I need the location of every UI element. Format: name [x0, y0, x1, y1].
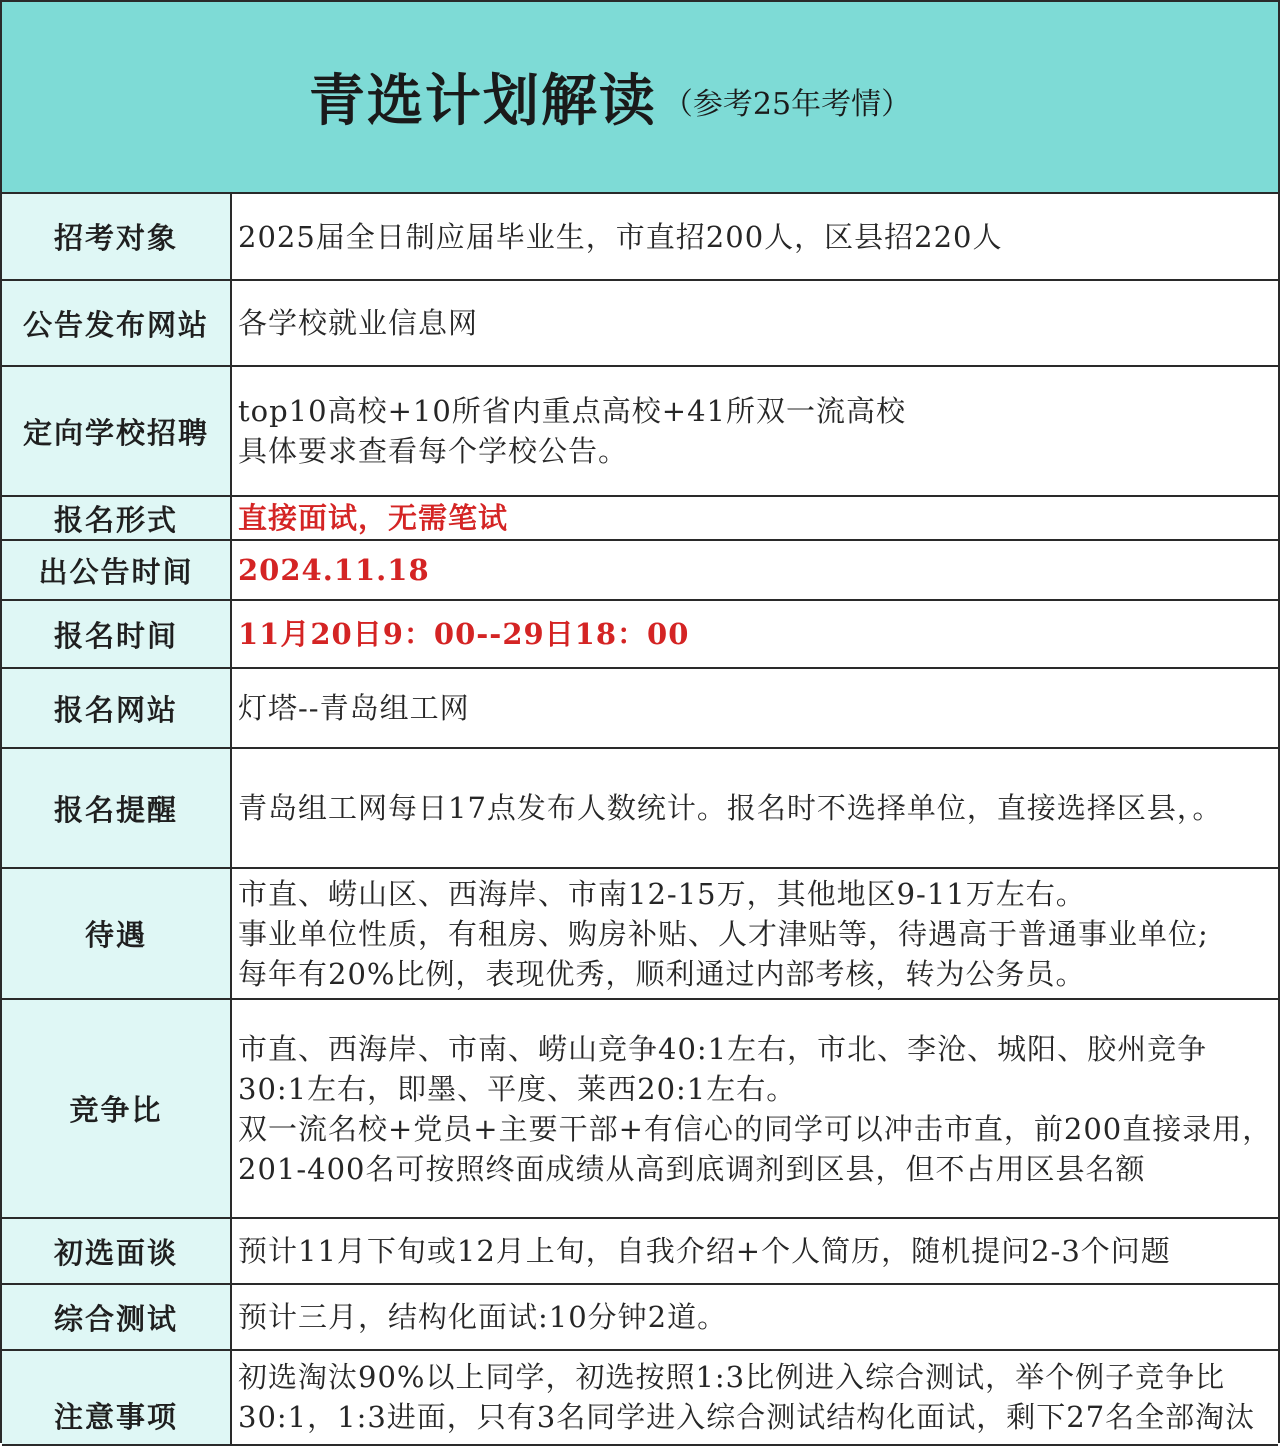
table-row	[2, 496, 1278, 540]
row-value: 2024.11.18	[231, 540, 1278, 600]
header-banner	[2, 0, 1278, 194]
table-row	[2, 540, 1278, 600]
row-value: 灯塔--青岛组工网	[231, 668, 1278, 748]
table-row	[2, 668, 1278, 748]
table-row	[2, 1284, 1278, 1350]
row-label: 定向学校招聘	[2, 366, 231, 496]
row-label: 报名网站	[2, 668, 231, 748]
page-subtitle: （参考25年考情）	[662, 87, 912, 122]
table-row	[2, 194, 1278, 280]
table-row	[2, 1350, 1278, 1445]
row-value: 青岛组工网每日17点发布人数统计。报名时不选择单位，直接选择区县，。	[231, 748, 1278, 868]
row-label: 报名时间	[2, 600, 231, 668]
row-value: 2025届全日制应届毕业生，市直招200人，区县招220人	[231, 194, 1278, 280]
row-label: 报名提醒	[2, 748, 231, 868]
row-value: 初选淘汰90%以上同学，初选按照1:3比例进入综合测试，举个例子竞争比 30:1，1:3进面，只有3名同学进入综合测试结构化面试，剩下27名全部淘汰	[231, 1350, 1278, 1445]
row-value: 市直、崂山区、西海岸、市南12-15万，其他地区9-11万左右。 事业单位性质，有租房、购房补贴、人才津贴等，待遇高于普通事业单位; 每年有20%比例，表现优秀，顺利通过内部考核，转为公务员。	[231, 868, 1278, 999]
table-row	[2, 868, 1278, 999]
row-value: 直接面试，无需笔试	[231, 496, 1278, 540]
row-value: top10高校+10所省内重点高校+41所双一流高校 具体要求查看每个学校公告。	[231, 366, 1278, 496]
row-value: 市直、西海岸、市南、崂山竞争40:1左右，市北、李沧、城阳、胶州竞争 30:1左右，即墨、平度、莱西20:1左右。 双一流名校+党员+主要干部+有信心的同学可以冲击市直，前200直接录用， 201-400名可按照终面成绩从高到底调剂到区县，但不占用区县名额	[231, 999, 1278, 1218]
row-label: 报名形式	[2, 496, 231, 540]
info-table	[2, 194, 1278, 1446]
row-value: 11月20日9：00--29日18：00	[231, 600, 1278, 668]
table-row	[2, 366, 1278, 496]
row-label: 出公告时间	[2, 540, 231, 600]
row-value: 预计11月下旬或12月上旬，自我介绍+个人简历，随机提问2-3个问题	[231, 1218, 1278, 1284]
row-label: 招考对象	[2, 194, 231, 280]
table-row	[2, 280, 1278, 366]
row-label: 竞争比	[2, 999, 231, 1218]
page-title: 青选计划解读	[308, 68, 657, 134]
table-row	[2, 999, 1278, 1218]
row-value: 预计三月，结构化面试:10分钟2道。	[231, 1284, 1278, 1350]
row-label: 初选面谈	[2, 1218, 231, 1284]
table-row	[2, 600, 1278, 668]
row-label: 公告发布网站	[2, 280, 231, 366]
row-label: 综合测试	[2, 1284, 231, 1350]
row-label: 待遇	[2, 868, 231, 999]
table-row	[2, 1218, 1278, 1284]
row-value: 各学校就业信息网	[231, 280, 1278, 366]
table-row	[2, 748, 1278, 868]
row-label: 注意事项	[2, 1350, 231, 1445]
